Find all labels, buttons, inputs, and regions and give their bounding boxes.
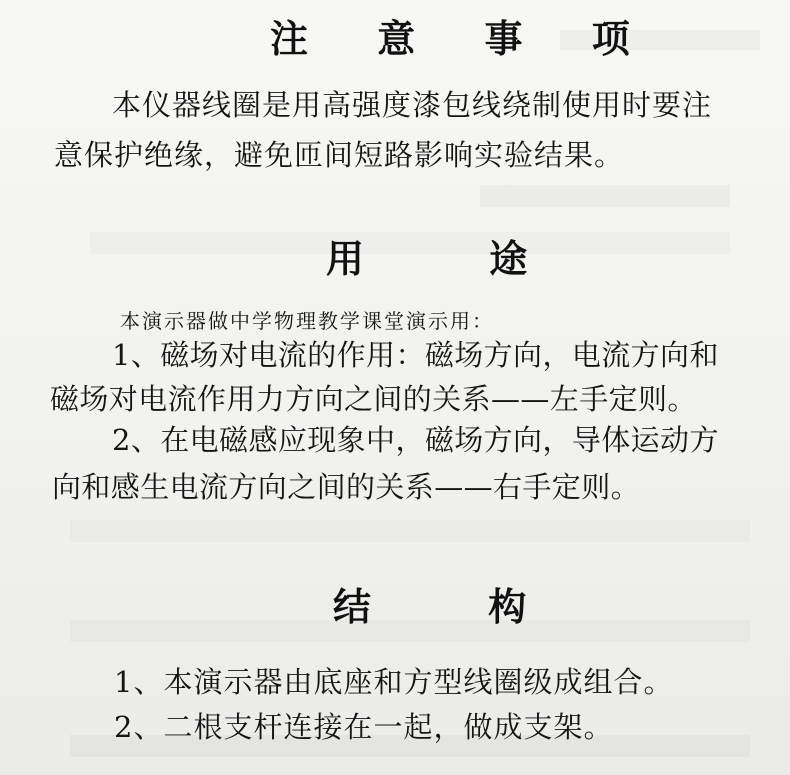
show-through-texture bbox=[480, 185, 730, 207]
usage-heading: 用 途 bbox=[326, 237, 584, 281]
usage-item-2-line-1: 2、在电磁感应现象中，磁场方向，导体运动方 bbox=[112, 423, 719, 457]
usage-intro: 本演示器做中学物理教学课堂演示用： bbox=[120, 309, 494, 333]
structure-item-1: 1、本演示器由底座和方型线圈级成组合。 bbox=[114, 665, 674, 699]
show-through-texture bbox=[70, 520, 750, 542]
usage-item-2-line-2: 向和感生电流方向之间的关系——右手定则。 bbox=[52, 470, 641, 504]
structure-item-2: 2、二根支杆连接在一起，做成支架。 bbox=[114, 710, 614, 744]
usage-item-1-line-1: 1、磁场对电流的作用：磁场方向，电流方向和 bbox=[112, 338, 719, 372]
notice-paragraph-line-2: 意保护绝缘，避免匝间短路影响实验结果。 bbox=[54, 138, 625, 172]
notice-heading: 注 意 事 项 bbox=[270, 17, 658, 61]
usage-item-1-line-2: 磁场对电流作用力方向之间的关系——左手定则。 bbox=[50, 382, 697, 416]
notice-paragraph-line-1: 本仪器线圈是用高强度漆包线绕制使用时要注 bbox=[112, 88, 713, 122]
structure-heading: 结 构 bbox=[333, 585, 579, 629]
